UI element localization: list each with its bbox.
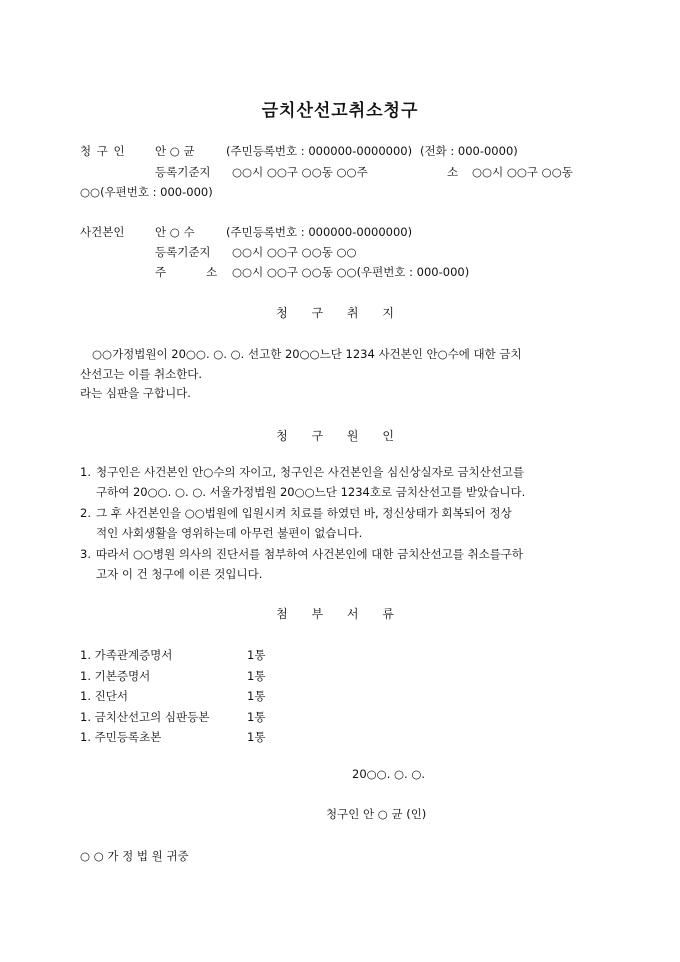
attachment-count: 1통: [247, 730, 266, 744]
attachment-name: 1. 진단서: [80, 689, 128, 703]
claimant-addr-label: 소: [447, 165, 459, 179]
reason-number: 1.: [80, 465, 91, 479]
subject-reg-value: ○○시 ○○구 ○○동 ○○: [232, 245, 357, 259]
subject-role: 사건본인: [80, 225, 125, 239]
reason-line: 따라서 ○○병원 의사의 진단서를 첨부하여 사건본인에 대한 금치산선고를 취소를구하: [96, 547, 524, 561]
claimant-reg-value: ○○시 ○○구 ○○동 ○○주: [232, 165, 368, 179]
reason-item-2: [80, 503, 600, 543]
claimant-role: 청 구 인: [80, 144, 126, 158]
attachment-count: 1통: [247, 709, 266, 724]
reason-number: 2.: [80, 506, 91, 520]
purpose-line-1: ○○가정법원이 20○○. ○. ○. 선고한 20○○느단 1234 사건본인 안○수에 대한 금치: [92, 347, 522, 361]
claimant-signature: 청구인 안 ○ 균 (인): [326, 807, 427, 821]
reason-line: 고자 이 건 청구에 이른 것입니다.: [96, 567, 263, 581]
attachment-name: 1. 주민등록초본: [80, 730, 162, 744]
reason-number: 3.: [80, 547, 91, 561]
reason-item-3: [80, 544, 600, 584]
attachment-count: 1통: [247, 668, 266, 683]
attachment-count: 1통: [247, 648, 266, 662]
claimant-addr-cont: ○○(우편번호 : 000-000): [80, 185, 213, 199]
subject-reg-label: 등록기준지: [155, 245, 211, 259]
subject-addr-label-a: 주: [155, 265, 167, 279]
attachment-name: 1. 가족관계증명서: [80, 648, 173, 662]
purpose-heading: 청 구 취 지: [276, 306, 404, 320]
reasons-heading: 청 구 원 인: [276, 429, 404, 443]
purpose-line-3: 라는 심판을 구합니다.: [80, 386, 191, 400]
subject-addr-value: ○○시 ○○구 ○○동 ○○(우편번호 : 000-000): [232, 265, 470, 279]
reason-line: 청구인은 사건본인 안○수의 자이고, 청구인은 사건본인을 심신상실자로 금치산선고를: [96, 465, 525, 479]
filing-date: 20○○. ○. ○.: [352, 767, 426, 781]
subject-name: 안 ○ 수: [155, 225, 195, 239]
claimant-reg-label: 등록기준지: [155, 165, 211, 179]
claimant-id: (주민등록번호 : 000000-0000000): [226, 144, 413, 158]
subject-addr-label-b: 소: [206, 265, 218, 279]
subject-id: (주민등록번호 : 000000-0000000): [226, 225, 413, 239]
purpose-line-2: 산선고는 이를 취소한다.: [80, 367, 203, 381]
court-addressee: ○ ○ 가 정 법 원 귀중: [80, 849, 189, 863]
claimant-phone: (전화 : 000-0000): [420, 144, 518, 158]
document-title: 금치산선고취소청구: [261, 101, 419, 121]
attachment-count: 1통: [247, 689, 266, 703]
attachments-heading: 첨 부 서 류: [276, 607, 404, 621]
reason-item-1: [80, 462, 600, 502]
reason-line: 그 후 사건본인을 ○○법원에 입원시켜 치료를 하였던 바, 정신상태가 회복되어 정상: [96, 506, 512, 520]
attachment-name: 1. 금치산선고의 심판등본: [80, 709, 210, 724]
attachment-name: 1. 기본증명서: [80, 668, 151, 683]
claimant-name: 안 ○ 균: [155, 144, 195, 158]
reason-line: 적인 사회생활을 영위하는데 아무런 불편이 없습니다.: [96, 526, 363, 540]
claimant-addr-value: ○○시 ○○구 ○○동: [472, 165, 573, 179]
reason-line: 구하여 20○○. ○. ○. 서울가정법원 20○○느단 1234호로 금치산선고를 받았습니다.: [96, 485, 526, 499]
